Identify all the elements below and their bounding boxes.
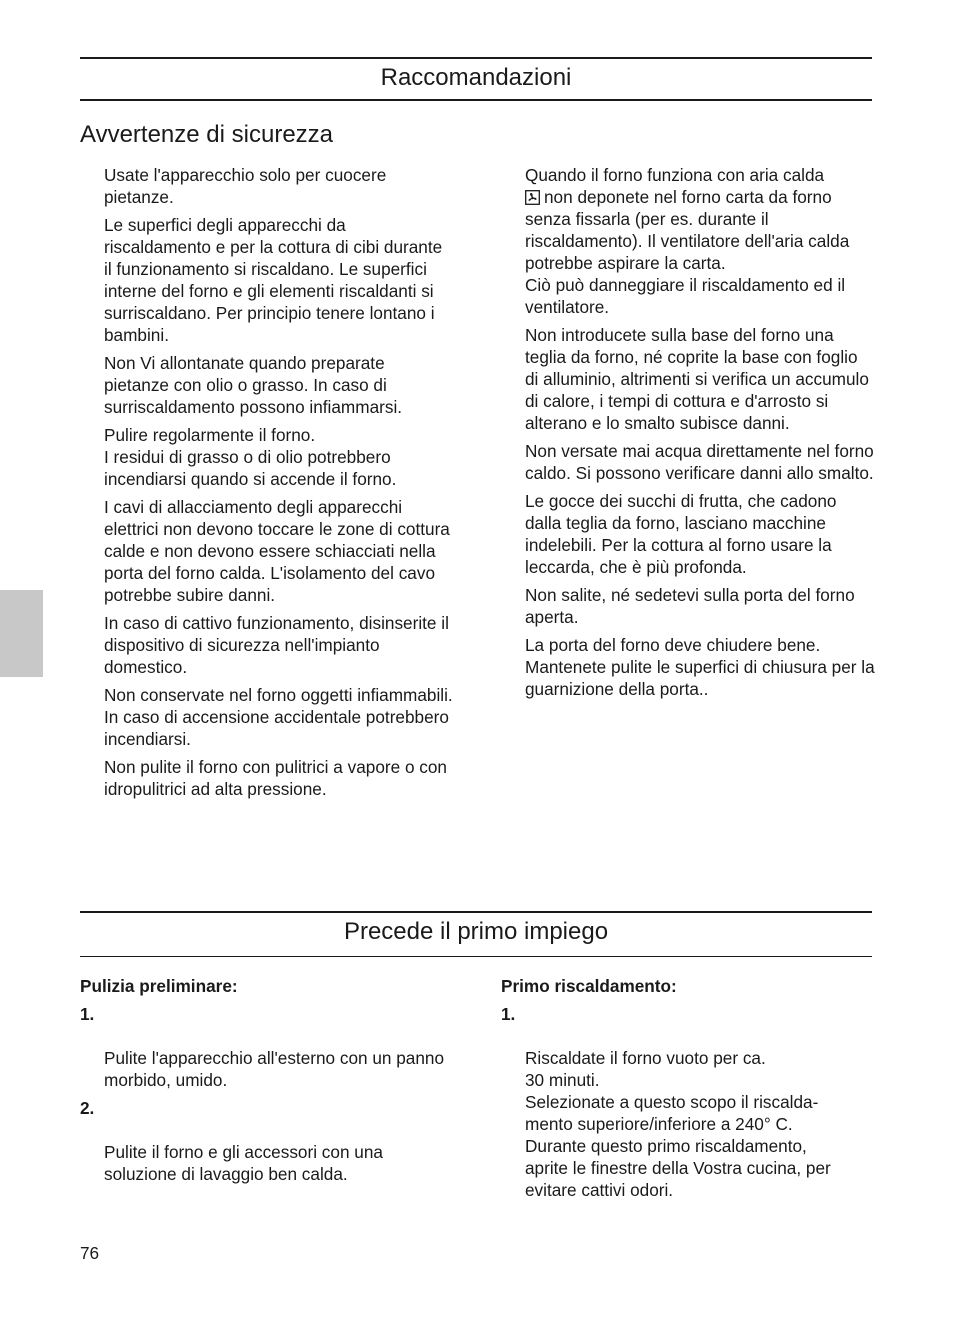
safety-paragraph: Non introducete sulla base del forno una teglia da forno, né coprite la base con foglio di alluminio, altrimenti si verifica un accumulo di calore, i tempi di cottura e d'arrosto si alterano e lo smalto subisce danni. xyxy=(525,325,869,433)
safety-paragraph: Le superfici degli apparecchi da riscaldamento e per la cottura di cibi durante il funzionamento si riscaldano. Le superfici interne del forno e gli elementi riscaldanti si surriscaldano. Per principio tenere lontano i bambini. xyxy=(104,215,443,345)
safety-subheading: Avvertenze di sicurezza xyxy=(80,121,334,148)
safety-left-column xyxy=(104,164,454,806)
heating-step xyxy=(501,1003,872,1201)
step-number: 1. xyxy=(501,1004,516,1024)
safety-paragraph: Le gocce dei succhi di frutta, che cadono dalla teglia da forno, lasciano macchine indelebili. Per la cottura al forno usare la leccarda, che è più profonda. xyxy=(525,491,837,577)
top-rule xyxy=(80,57,872,59)
page-number: 76 xyxy=(80,1243,100,1263)
step-text: Riscaldate il forno vuoto per ca. 30 minuti. Selezionate a questo scopo il riscalda- mento superiore/inferiore a 240° C. Durante questo primo riscaldamento, aprite le finestre della Vostra cucina, per evitare cattivi odori. xyxy=(525,1048,831,1200)
step-number: 2. xyxy=(80,1098,95,1118)
section-title-raccomandazioni: Raccomandazioni xyxy=(380,64,572,91)
safety-paragraph: Non pulite il forno con pulitrici a vapore o con idropulitrici ad alta pressione. xyxy=(104,757,447,799)
cleaning-column xyxy=(80,975,454,1191)
heating-column xyxy=(501,975,872,1207)
safety-paragraph: In caso di cattivo funzionamento, disinserite il dispositivo di sicurezza nell'impianto domestico. xyxy=(104,613,449,677)
step-text: Pulite l'apparecchio all'esterno con un panno morbido, umido. xyxy=(104,1048,445,1090)
section2-top-rule xyxy=(80,911,872,913)
hot-air-first-line: Quando il forno funziona con aria calda xyxy=(525,165,825,185)
step-text: Pulite il forno e gli accessori con una soluzione di lavaggio ben calda. xyxy=(104,1142,383,1184)
cleaning-step xyxy=(80,1097,454,1185)
safety-right-column xyxy=(525,164,875,706)
safety-paragraph: Non conservate nel forno oggetti infiammabili. In caso di accensione accidentale potrebbero incendiarsi. xyxy=(104,685,453,749)
section2-bottom-rule xyxy=(80,956,872,957)
hot-air-paragraph-text: non deponete nel forno carta da forno senza fissarla (per es. durante il riscaldamento). Il ventilatore dell'aria calda potrebbe aspirare la carta. Ciò può danneggiare il riscaldamento ed il ventilatore. xyxy=(525,187,850,317)
safety-paragraph: Usate l'apparecchio solo per cuocere pietanze. xyxy=(104,165,387,207)
cleaning-label: Pulizia preliminare: xyxy=(80,976,238,996)
safety-paragraph: La porta del forno deve chiudere bene. Mantenete pulite le superfici di chiusura per la guarnizione della porta.. xyxy=(525,635,875,699)
section-title-first-use: Precede il primo impiego xyxy=(343,918,609,945)
safety-paragraph: Non salite, né sedetevi sulla porta del forno aperta. xyxy=(525,585,855,627)
header-bottom-rule xyxy=(80,99,872,101)
cleaning-step xyxy=(80,1003,454,1091)
fan-symbol-icon xyxy=(525,190,540,205)
safety-paragraph: Non versate mai acqua direttamente nel forno caldo. Si possono verificare danni allo smalto. xyxy=(525,441,874,483)
chapter-side-tab xyxy=(0,590,43,677)
safety-paragraph: Pulire regolarmente il forno. I residui di grasso o di olio potrebbero incendiarsi quando si accende il forno. xyxy=(104,425,397,489)
heating-label: Primo riscaldamento: xyxy=(501,976,677,996)
safety-paragraph: I cavi di allacciamento degli apparecchi elettrici non devono toccare le zone di cottura calde e non devono essere schiacciati nella porta del forno calda. L'isolamento del cavo potrebbe subire danni. xyxy=(104,497,450,605)
step-number: 1. xyxy=(80,1004,95,1024)
safety-paragraph-hot-air xyxy=(525,164,875,318)
safety-paragraph: Non Vi allontanate quando preparate pietanze con olio o grasso. In caso di surriscaldamento possono infiammarsi. xyxy=(104,353,403,417)
